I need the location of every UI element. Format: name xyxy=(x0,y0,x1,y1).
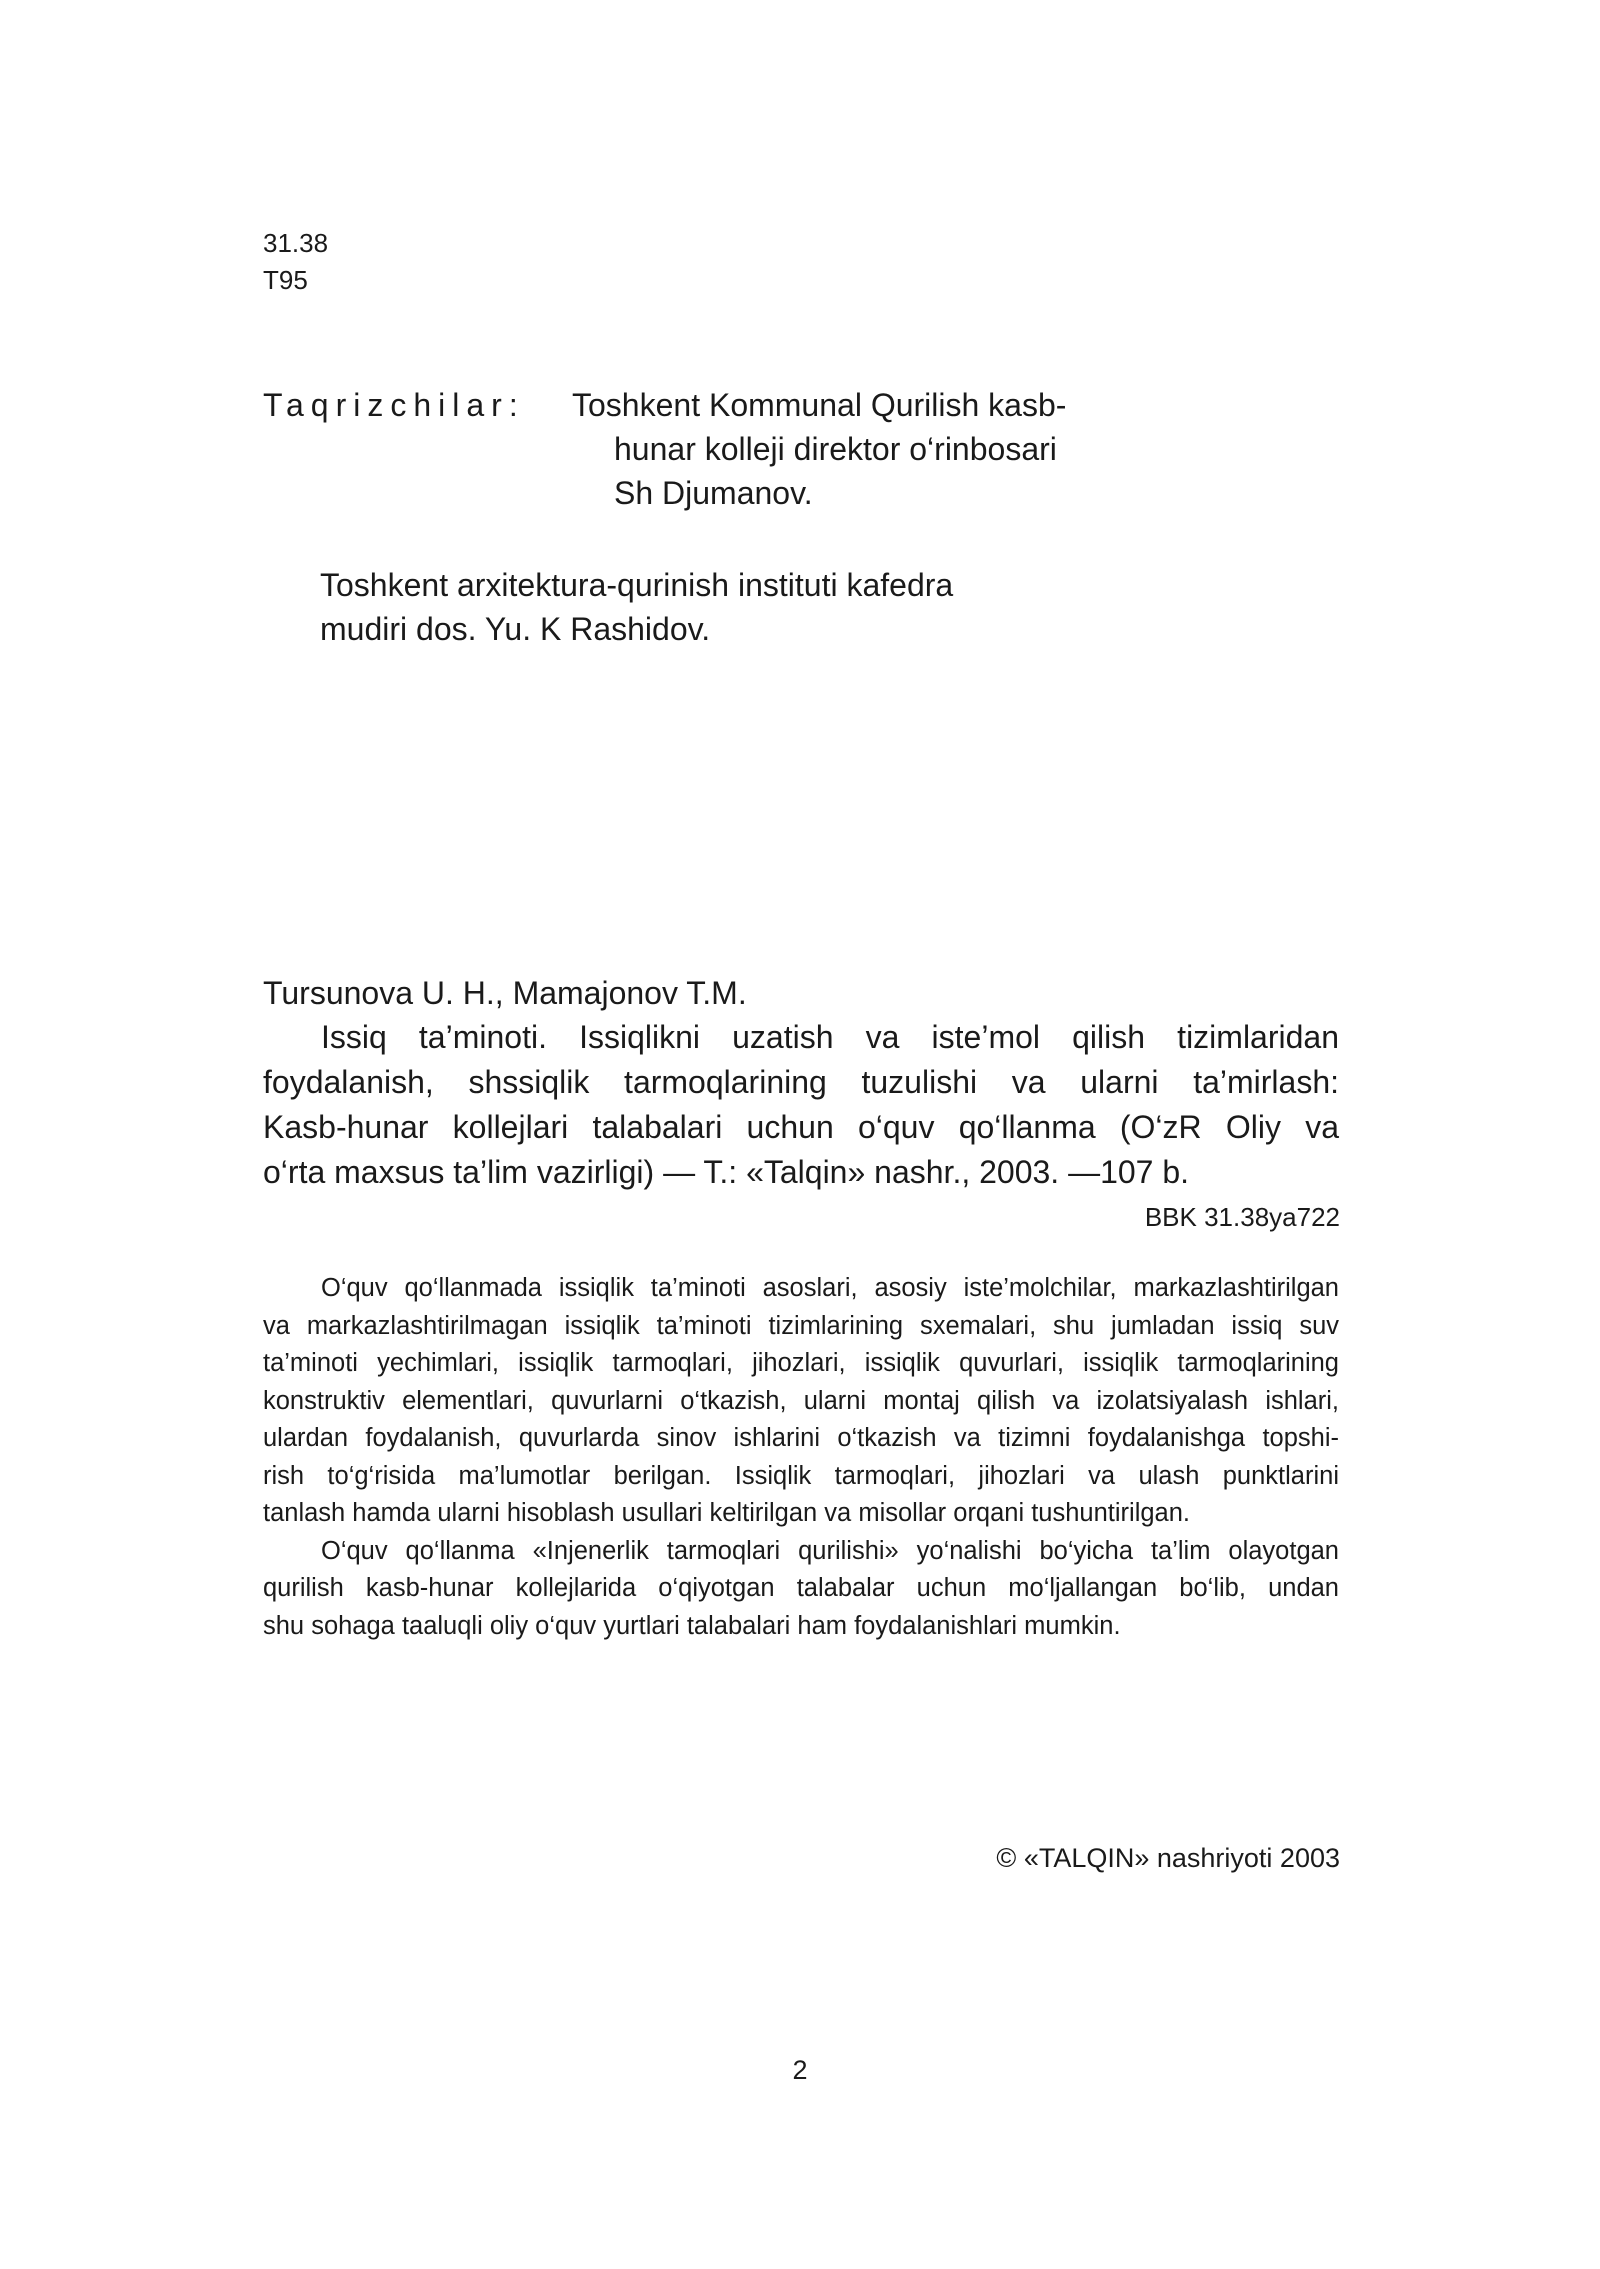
reviewer-first-line: hunar kolleji direktor o‘rinbosari xyxy=(614,431,1057,467)
annotation xyxy=(263,1270,1339,1645)
reviewer-first xyxy=(572,383,1172,515)
bibliographic-description xyxy=(263,1015,1339,1195)
annotation-line: O‘quv qo‘llanmada issiqlik ta’minoti asoslari, asosiy iste’molchilar, markazlashtirilgan xyxy=(321,1274,1339,1302)
reviewers-label: Taqrizchilar: xyxy=(263,387,525,423)
annotation-line: ta’minoti yechimlari, issiqlik tarmoqlari, jihozlari, issiqlik quvurlari, issiqlik tarmoqlarining xyxy=(263,1349,1339,1377)
book-authors: Tursunova U. H., Mamajonov T.M. xyxy=(263,975,747,1011)
classification-code xyxy=(263,225,328,299)
biblio-line: Issiq ta’minoti. Issiqlikni uzatish va iste’mol qilish tizimlaridan xyxy=(321,1019,1339,1055)
biblio-line: Kasb-hunar kollejlari talabalari uchun o‘quv qo‘llanma (O‘zR Oliy va xyxy=(263,1109,1339,1145)
bbk-code: BBK 31.38ya722 xyxy=(1144,1202,1340,1232)
udc-code: 31.38 xyxy=(263,228,329,258)
annotation-line: qurilish kasb-hunar kollejlarida o‘qiyotgan talabalar uchun mo‘ljallangan bo‘lib, undan xyxy=(263,1574,1339,1602)
reviewer-second xyxy=(320,563,1100,651)
annotation-line: O‘quv qo‘llanma «Injenerlik tarmoqlari qurilishi» yo‘nalishi bo‘yicha ta’lim olayotgan xyxy=(321,1536,1339,1565)
copyright-notice: © «TALQIN» nashriyoti 2003 xyxy=(996,1843,1340,1873)
annotation-line: va markazlashtirilmagan issiqlik ta’minoti tizimlarining sxemalari, shu jumladan issiq suv xyxy=(263,1311,1339,1340)
annotation-line: ulardan foydalanish, quvurlarda sinov ishlarini o‘tkazish va tizimni foydalanishga topshi- xyxy=(263,1424,1339,1452)
reviewer-second-line: Toshkent arxitektura-qurinish instituti kafedra xyxy=(320,567,954,603)
annotation-line: tanlash hamda ularni hisoblash usullari keltirilgan va misollar orqani tushuntirilgan. xyxy=(263,1499,1190,1527)
biblio-line: o‘rta maxsus ta’lim vazirligi) — T.: «Talqin» nashr., 2003. —107 b. xyxy=(263,1154,1190,1190)
reviewer-first-line: Toshkent Kommunal Qurilish kasb- xyxy=(572,387,1067,423)
biblio-line: foydalanish, shssiqlik tarmoqlarining tuzulishi va ularni ta’mirlash: xyxy=(263,1064,1339,1100)
reviewer-second-line: mudiri dos. Yu. K Rashidov. xyxy=(320,611,711,647)
author-mark: T95 xyxy=(263,265,308,295)
page-number: 2 xyxy=(792,2055,808,2085)
annotation-line: shu sohaga taaluqli oliy o‘quv yurtlari talabalari ham foydalanishlari mumkin. xyxy=(263,1611,1121,1640)
annotation-line: rish to‘g‘risida ma’lumotlar berilgan. Issiqlik tarmoqlari, jihozlari va ulash punktlarini xyxy=(263,1461,1339,1490)
reviewer-first-line: Sh Djumanov. xyxy=(614,475,813,511)
annotation-line: konstruktiv elementlari, quvurlarni o‘tkazish, ularni montaj qilish va izolatsiyalash ishlari, xyxy=(263,1386,1339,1415)
